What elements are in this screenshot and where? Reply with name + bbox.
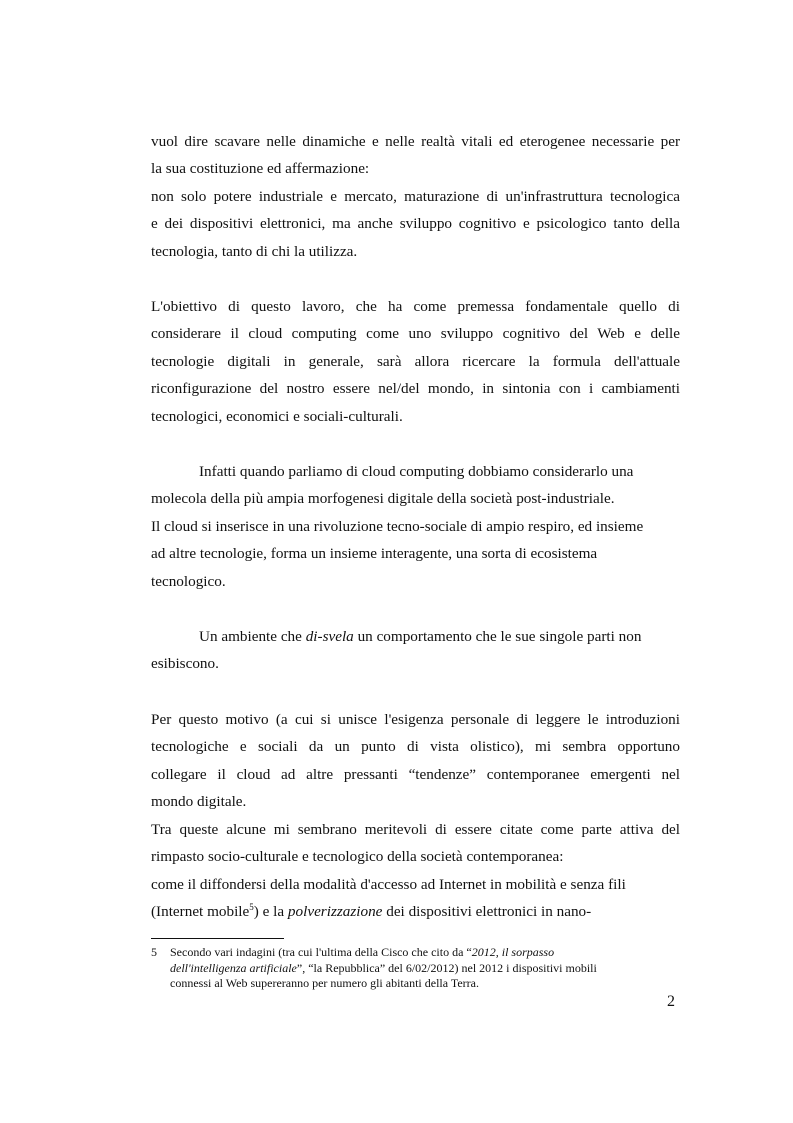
body-text-line: Il cloud si inserisce in una rivoluzione tecno-sociale di ampio respiro, ed insieme xyxy=(151,518,644,535)
body-text-line: Per questo motivo (a cui si unisce l'esigenza personale di leggere le introduzioni xyxy=(151,711,680,728)
body-text-line: molecola della più ampia morfogenesi digitale della società post-industriale. xyxy=(151,490,615,507)
body-text-line: mondo digitale. xyxy=(151,793,247,810)
body-text-line: rimpasto socio-culturale e tecnologico della società contemporanea: xyxy=(151,848,564,865)
emphasis-text: 2012, il sorpasso xyxy=(471,945,555,959)
body-text-line: tecnologici, economici e sociali-culturali. xyxy=(151,408,403,425)
page-number: 2 xyxy=(667,993,675,1010)
body-text-line: Un ambiente che di-svela un comportamento che le sue singole parti non xyxy=(199,628,642,645)
emphasis-text: dell'intelligenza artificiale xyxy=(170,961,297,975)
body-text-line: Infatti quando parliamo di cloud computing dobbiamo considerarlo una xyxy=(199,463,634,480)
body-text-line: tecnologiche e sociali da un punto di vista olistico), mi sembra opportuno xyxy=(151,738,680,755)
body-text-line: vuol dire scavare nelle dinamiche e nelle realtà vitali ed eterogenee necessarie per xyxy=(151,133,680,150)
body-text-line: collegare il cloud ad altre pressanti “tendenze” contemporanee emergenti nel xyxy=(151,766,680,783)
body-text-line: tecnologia, tanto di chi la utilizza. xyxy=(151,243,358,260)
body-text-line: considerare il cloud computing come uno sviluppo cognitivo del Web e delle xyxy=(151,325,680,342)
footnote-number: 5 xyxy=(151,945,157,959)
body-text-line: la sua costituzione ed affermazione: xyxy=(151,160,370,177)
emphasis-text: di-svela xyxy=(305,628,354,645)
body-text-line: tecnologie digitali in generale, sarà allora ricercare la formula dell'attuale xyxy=(151,353,680,370)
body-text-line: L'obiettivo di questo lavoro, che ha come premessa fondamentale quello di xyxy=(151,298,680,315)
body-text-line: e dei dispositivi elettronici, ma anche sviluppo cognitivo e psicologico tanto della xyxy=(151,215,680,232)
body-text-line: esibiscono. xyxy=(151,655,219,672)
footnote-text-line: Secondo vari indagini (tra cui l'ultima della Cisco che cito da “2012, il sorpasso xyxy=(170,945,555,959)
body-text-line: Tra queste alcune mi sembrano meritevoli di essere citate come parte attiva del xyxy=(151,821,680,838)
footnote-text-line: connessi al Web supereranno per numero gli abitanti della Terra. xyxy=(170,976,479,990)
footnote xyxy=(151,945,157,960)
body-text-line: ad altre tecnologie, forma un insieme interagente, una sorta di ecosistema xyxy=(151,545,598,562)
emphasis-text: polverizzazione xyxy=(287,903,383,920)
footnote-separator xyxy=(151,938,284,939)
body-text-line: non solo potere industriale e mercato, maturazione di un'infrastruttura tecnologica xyxy=(151,188,680,205)
body-text-line: riconfigurazione del nostro essere nel/del mondo, in sintonia con i cambiamenti xyxy=(151,380,680,397)
footnote-text-line: dell'intelligenza artificiale”, “la Repubblica” del 6/02/2012) nel 2012 i dispositivi mobili xyxy=(170,961,597,975)
footnote-reference[interactable]: 5 xyxy=(249,901,254,912)
body-text-line: come il diffondersi della modalità d'accesso ad Internet in mobilità e senza fili xyxy=(151,876,626,893)
body-text-line: tecnologico. xyxy=(151,573,226,590)
body-text-line: (Internet mobile$^5$) e la polverizzazione dei dispositivi elettronici in nano- xyxy=(151,901,592,920)
